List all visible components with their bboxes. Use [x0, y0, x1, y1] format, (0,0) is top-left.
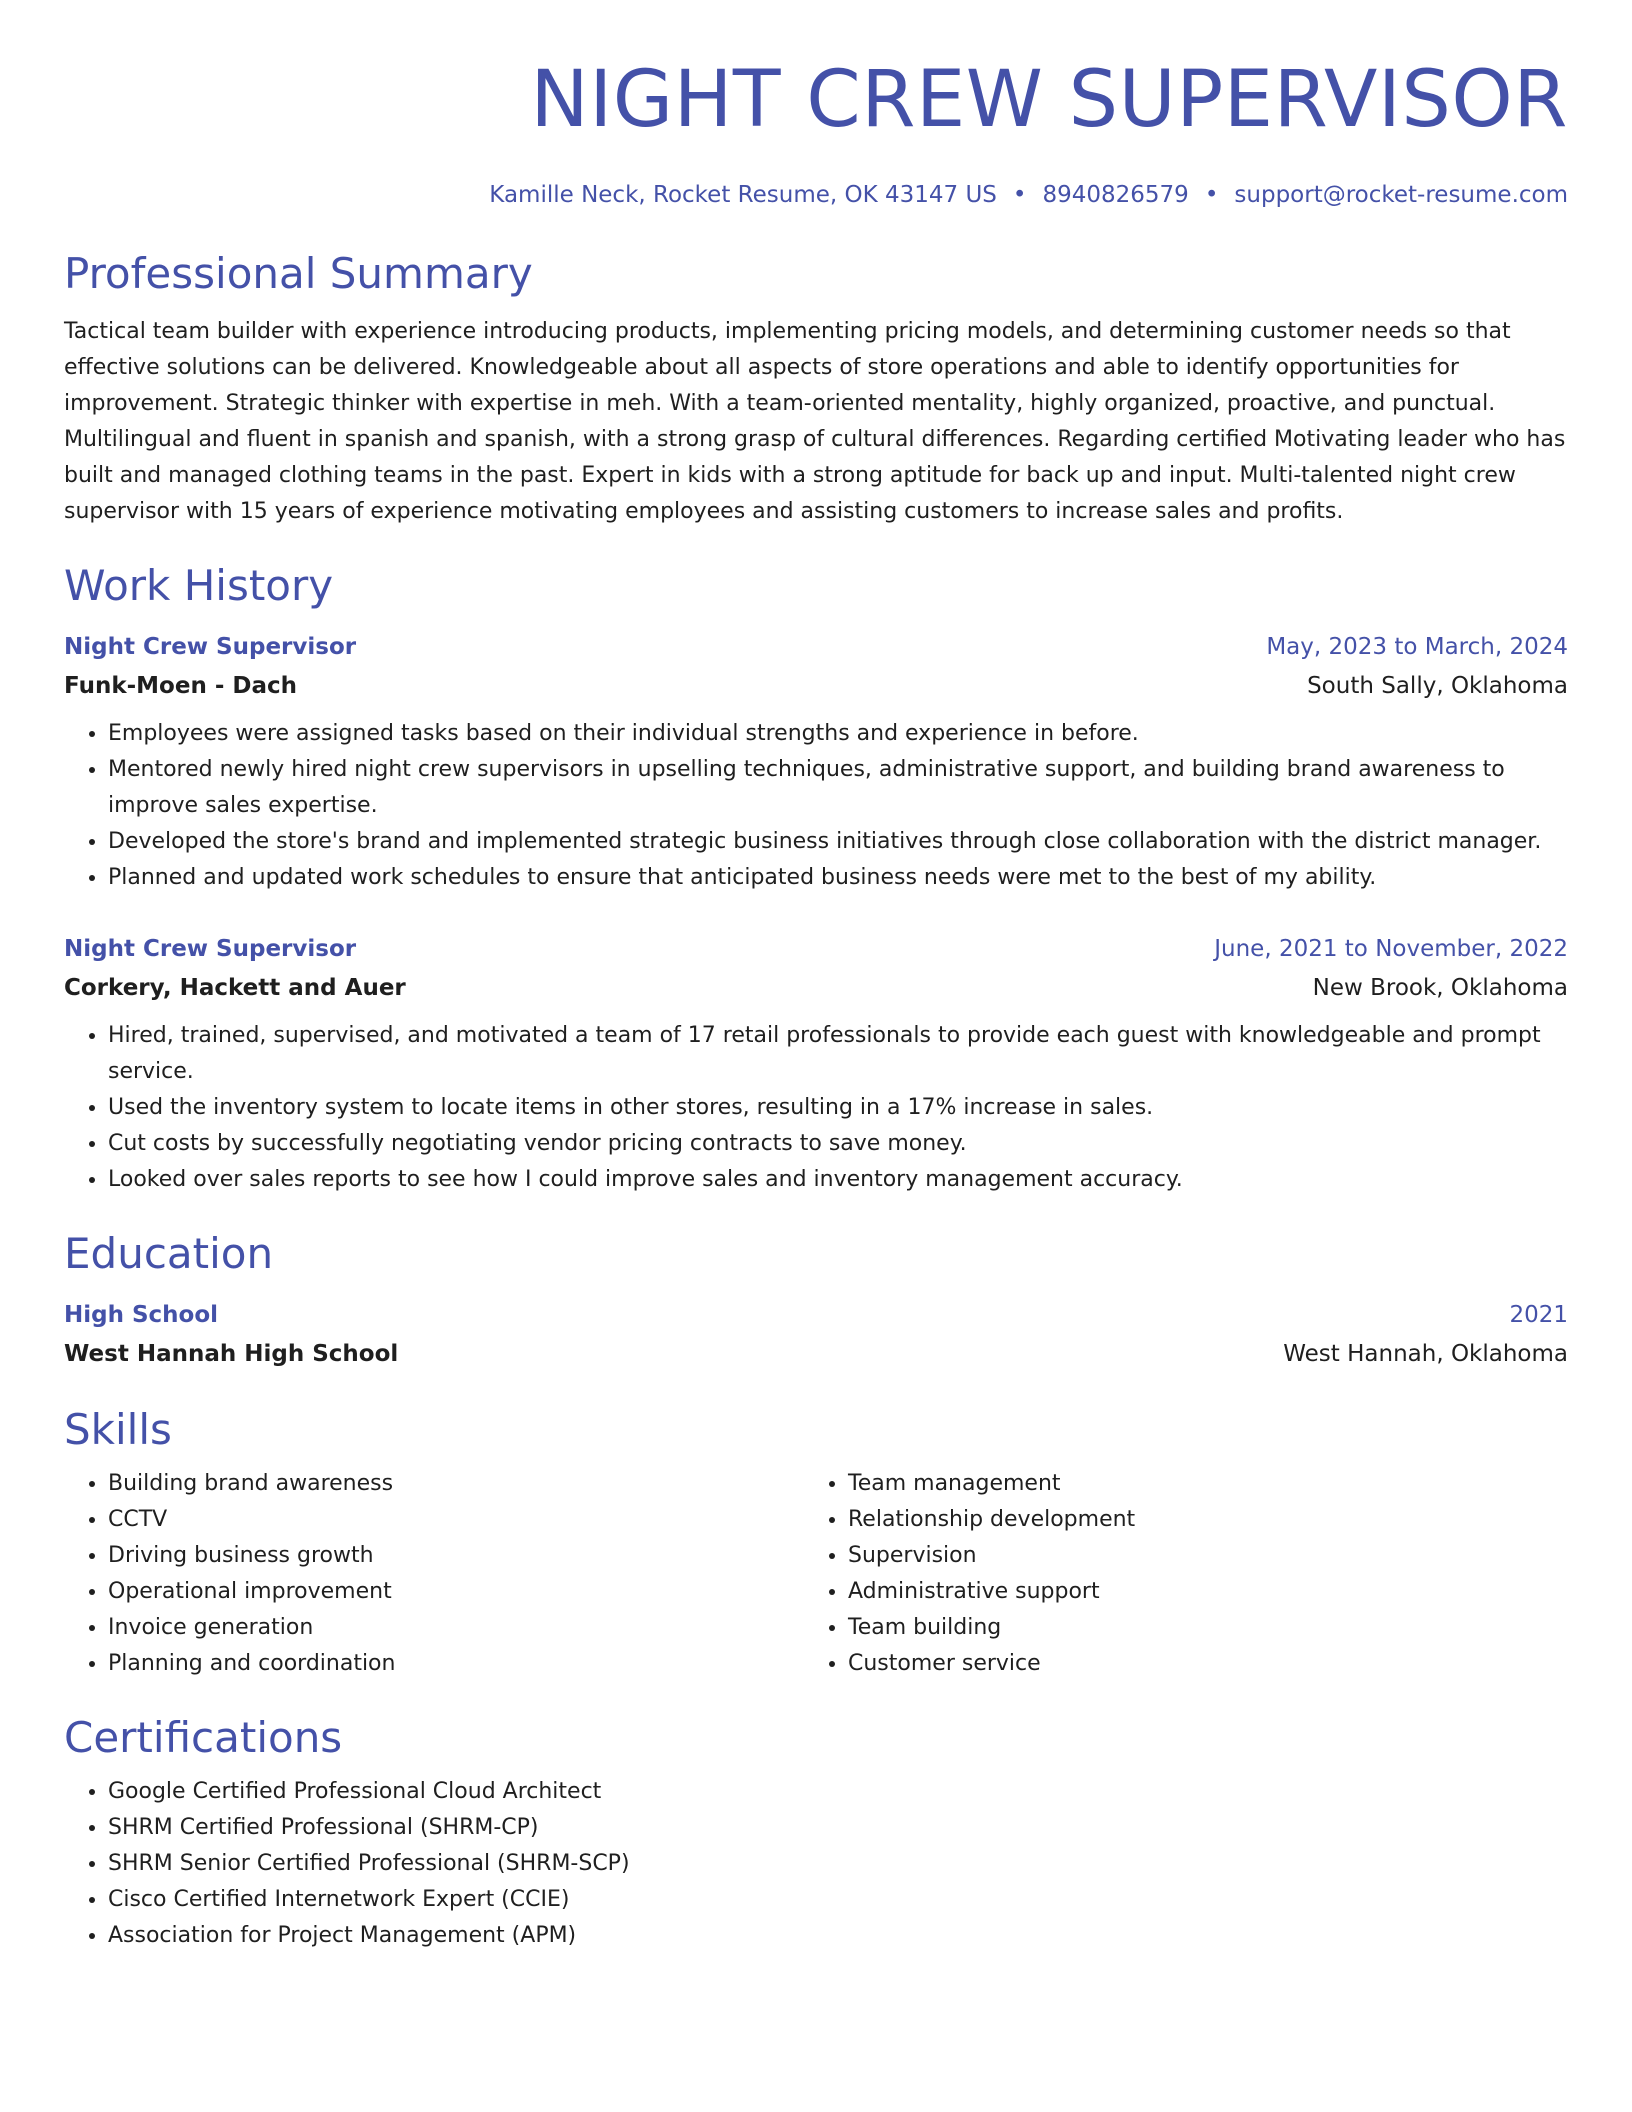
job-dates: June, 2021 to November, 2022	[1214, 936, 1568, 962]
job-company: Funk-Moen - Dach	[64, 673, 297, 699]
skill-item: • Planning and coordination	[108, 1646, 804, 1682]
job-location: South Sally, Oklahoma	[1307, 673, 1568, 699]
certification-item: • SHRM Certified Professional (SHRM-CP)	[108, 1810, 1568, 1846]
skill-item: • Team management	[848, 1466, 1544, 1502]
resume-title: NIGHT CREW SUPERVISOR	[530, 55, 1568, 145]
skill-item: • Supervision	[848, 1538, 1544, 1574]
contact-separator: •	[1012, 182, 1027, 208]
skill-item: • Administrative support	[848, 1574, 1544, 1610]
skill-item: • Building brand awareness	[108, 1466, 804, 1502]
contact-line	[64, 180, 1568, 210]
contact-phone: 8940826579	[1042, 182, 1189, 208]
skill-item: • Team building	[848, 1610, 1544, 1646]
job-bullet: • Employees were assigned tasks based on their individual strengths and experience in before.	[108, 716, 1568, 752]
skills-heading: Skills	[64, 1405, 172, 1454]
certifications-heading: Certifications	[64, 1713, 343, 1762]
skills-column-left	[64, 1466, 804, 1682]
education-heading: Education	[64, 1229, 274, 1278]
job-company-row	[64, 968, 1568, 1008]
education-school: West Hannah High School	[64, 1341, 399, 1367]
job-header-row	[64, 930, 1568, 968]
job-bullet: • Mentored newly hired night crew supervisors in upselling techniques, administrative support, and building brand awareness to improve sales expertise.	[108, 752, 1568, 824]
skill-item: • Invoice generation	[108, 1610, 804, 1646]
summary-heading: Professional Summary	[64, 249, 533, 298]
job-bullets	[64, 716, 1568, 896]
contact-address: Kamille Neck, Rocket Resume, OK 43147 US	[489, 182, 997, 208]
summary-text: Tactical team builder with experience introducing products, implementing pricing models, and determining customer needs so that effective solutions can be delivered. Knowledgeable about all aspects of store operations and able to identify opportunities for improvement. Strategic thinker with expertise in meh. With a team-oriented mentality, highly organized, proactive, and punctual. Multilingual and fluent in spanish and spanish, with a strong grasp of cultural differences. Regarding certified Motivating leader who has built and managed clothing teams in the past. Expert in kids with a strong aptitude for back up and input. Multi-talented night crew supervisor with 15 years of experience motivating employees and assisting customers to increase sales and profits.	[64, 319, 1566, 524]
skills-grid	[64, 1466, 1568, 1682]
job-location: New Brook, Oklahoma	[1312, 975, 1568, 1001]
education-year: 2021	[1509, 1302, 1568, 1328]
work-history-heading: Work History	[64, 561, 334, 610]
job-entry	[64, 628, 1568, 896]
job-entry	[64, 930, 1568, 1198]
education-school-row	[64, 1334, 1568, 1374]
skill-item: • Operational improvement	[108, 1574, 804, 1610]
education-header-row	[64, 1296, 1568, 1334]
job-dates: May, 2023 to March, 2024	[1266, 634, 1568, 660]
job-bullet: • Used the inventory system to locate items in other stores, resulting in a 17% increase in sales.	[108, 1090, 1568, 1126]
skill-item: • Customer service	[848, 1646, 1544, 1682]
job-role: Night Crew Supervisor	[64, 634, 357, 660]
job-company: Corkery, Hackett and Auer	[64, 975, 406, 1001]
skill-item: • CCTV	[108, 1502, 804, 1538]
certifications-list	[64, 1774, 1568, 1954]
job-bullet: • Cut costs by successfully negotiating vendor pricing contracts to save money.	[108, 1126, 1568, 1162]
certification-item: • SHRM Senior Certified Professional (SHRM-SCP)	[108, 1846, 1568, 1882]
certification-item: • Google Certified Professional Cloud Architect	[108, 1774, 1568, 1810]
job-bullet: • Planned and updated work schedules to ensure that anticipated business needs were met to the best of my ability.	[108, 860, 1568, 896]
job-bullet: • Hired, trained, supervised, and motivated a team of 17 retail professionals to provide each guest with knowledgeable and prompt service.	[108, 1018, 1568, 1090]
job-role: Night Crew Supervisor	[64, 936, 357, 962]
contact-separator: •	[1204, 182, 1219, 208]
job-bullet: • Developed the store's brand and implemented strategic business initiatives through close collaboration with the district manager.	[108, 824, 1568, 860]
education-location: West Hannah, Oklahoma	[1283, 1341, 1568, 1367]
job-bullets	[64, 1018, 1568, 1198]
job-header-row	[64, 628, 1568, 666]
skill-item: • Relationship development	[848, 1502, 1544, 1538]
skills-column-right	[804, 1466, 1544, 1682]
education-degree: High School	[64, 1302, 219, 1328]
job-company-row	[64, 666, 1568, 706]
job-bullet: • Looked over sales reports to see how I could improve sales and inventory management accuracy.	[108, 1162, 1568, 1198]
skill-item: • Driving business growth	[108, 1538, 804, 1574]
contact-email[interactable]: support@rocket-resume.com	[1234, 182, 1568, 208]
certification-item: • Cisco Certified Internetwork Expert (CCIE)	[108, 1882, 1568, 1918]
certification-item: • Association for Project Management (APM)	[108, 1918, 1568, 1954]
education-entry	[64, 1296, 1568, 1374]
